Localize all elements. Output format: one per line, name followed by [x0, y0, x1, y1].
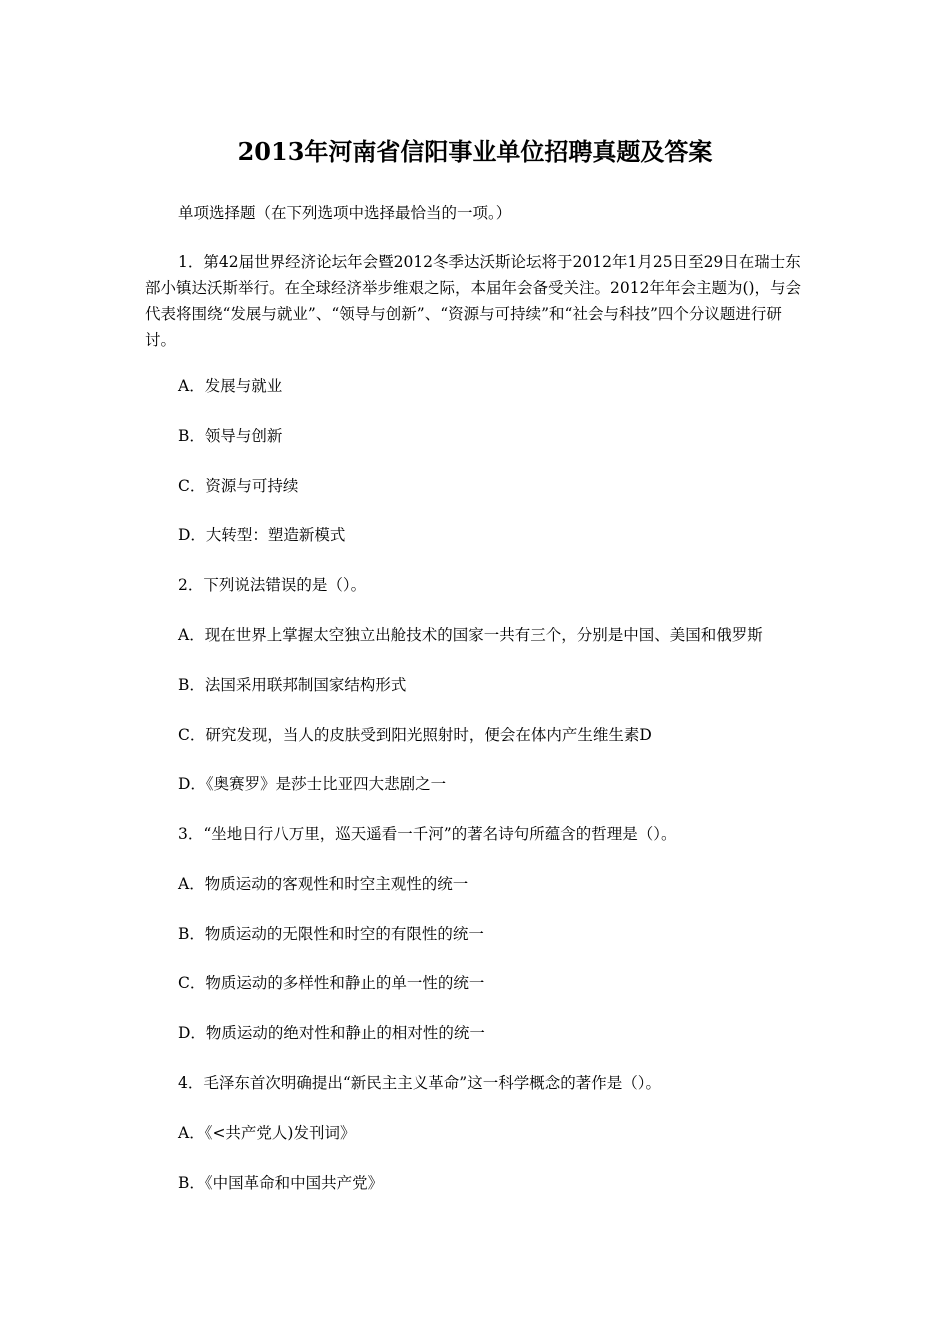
- question-1-option-b: B．领导与创新: [178, 427, 283, 445]
- question-1-option-d: D．大转型：塑造新模式: [178, 526, 346, 544]
- question-1-stem: 1．第42届世界经济论坛年会暨2012冬季达沃斯论坛将于2012年1月25日至29日在瑞士东部小镇达沃斯举行。在全球经济举步维艰之际，本届年会备受关注。2012年年会主题为()，与会代表将围绕“发展与就业”、“领导与创新”、“资源与可持续”和“社会与科技”四个分议题进行研讨。: [145, 253, 802, 349]
- question-1-option-a: A．发展与就业: [178, 377, 283, 395]
- question-2-option-b: B．法国采用联邦制国家结构形式: [178, 676, 407, 694]
- question-4-stem: 4．毛泽东首次明确提出“新民主主义革命”这一科学概念的著作是（）。: [178, 1074, 661, 1092]
- question-3-stem: 3．“坐地日行八万里，巡天遥看一千河”的著名诗句所蕴含的哲理是（）。: [178, 825, 677, 843]
- question-2-option-d: D．《奥赛罗》是莎士比亚四大悲剧之一: [178, 775, 447, 793]
- question-2-option-a: A．现在世界上掌握太空独立出舱技术的国家一共有三个，分别是中国、美国和俄罗斯: [178, 626, 763, 644]
- question-3-option-a: A．物质运动的客观性和时空主观性的统一: [178, 875, 469, 893]
- question-3-option-c: C．物质运动的多样性和静止的单一性的统一: [178, 974, 485, 992]
- question-3-option-b: B．物质运动的无限性和时空的有限性的统一: [178, 925, 484, 943]
- question-1-option-c: C．资源与可持续: [178, 477, 299, 495]
- question-2-option-c: C．研究发现，当人的皮肤受到阳光照射时，便会在体内产生维生素D: [178, 726, 652, 744]
- document-title: 2013年河南省信阳事业单位招聘真题及答案: [237, 137, 713, 166]
- question-4-option-b: B．《中国革命和中国共产党》: [178, 1174, 384, 1192]
- question-3-option-d: D．物质运动的绝对性和静止的相对性的统一: [178, 1024, 485, 1042]
- section-heading: 单项选择题（在下列选项中选择最恰当的一项。）: [178, 204, 512, 222]
- question-2-stem: 2．下列说法错误的是（）。: [178, 576, 367, 594]
- question-4-option-a: A．《<共产党人)发刊词》: [178, 1124, 356, 1142]
